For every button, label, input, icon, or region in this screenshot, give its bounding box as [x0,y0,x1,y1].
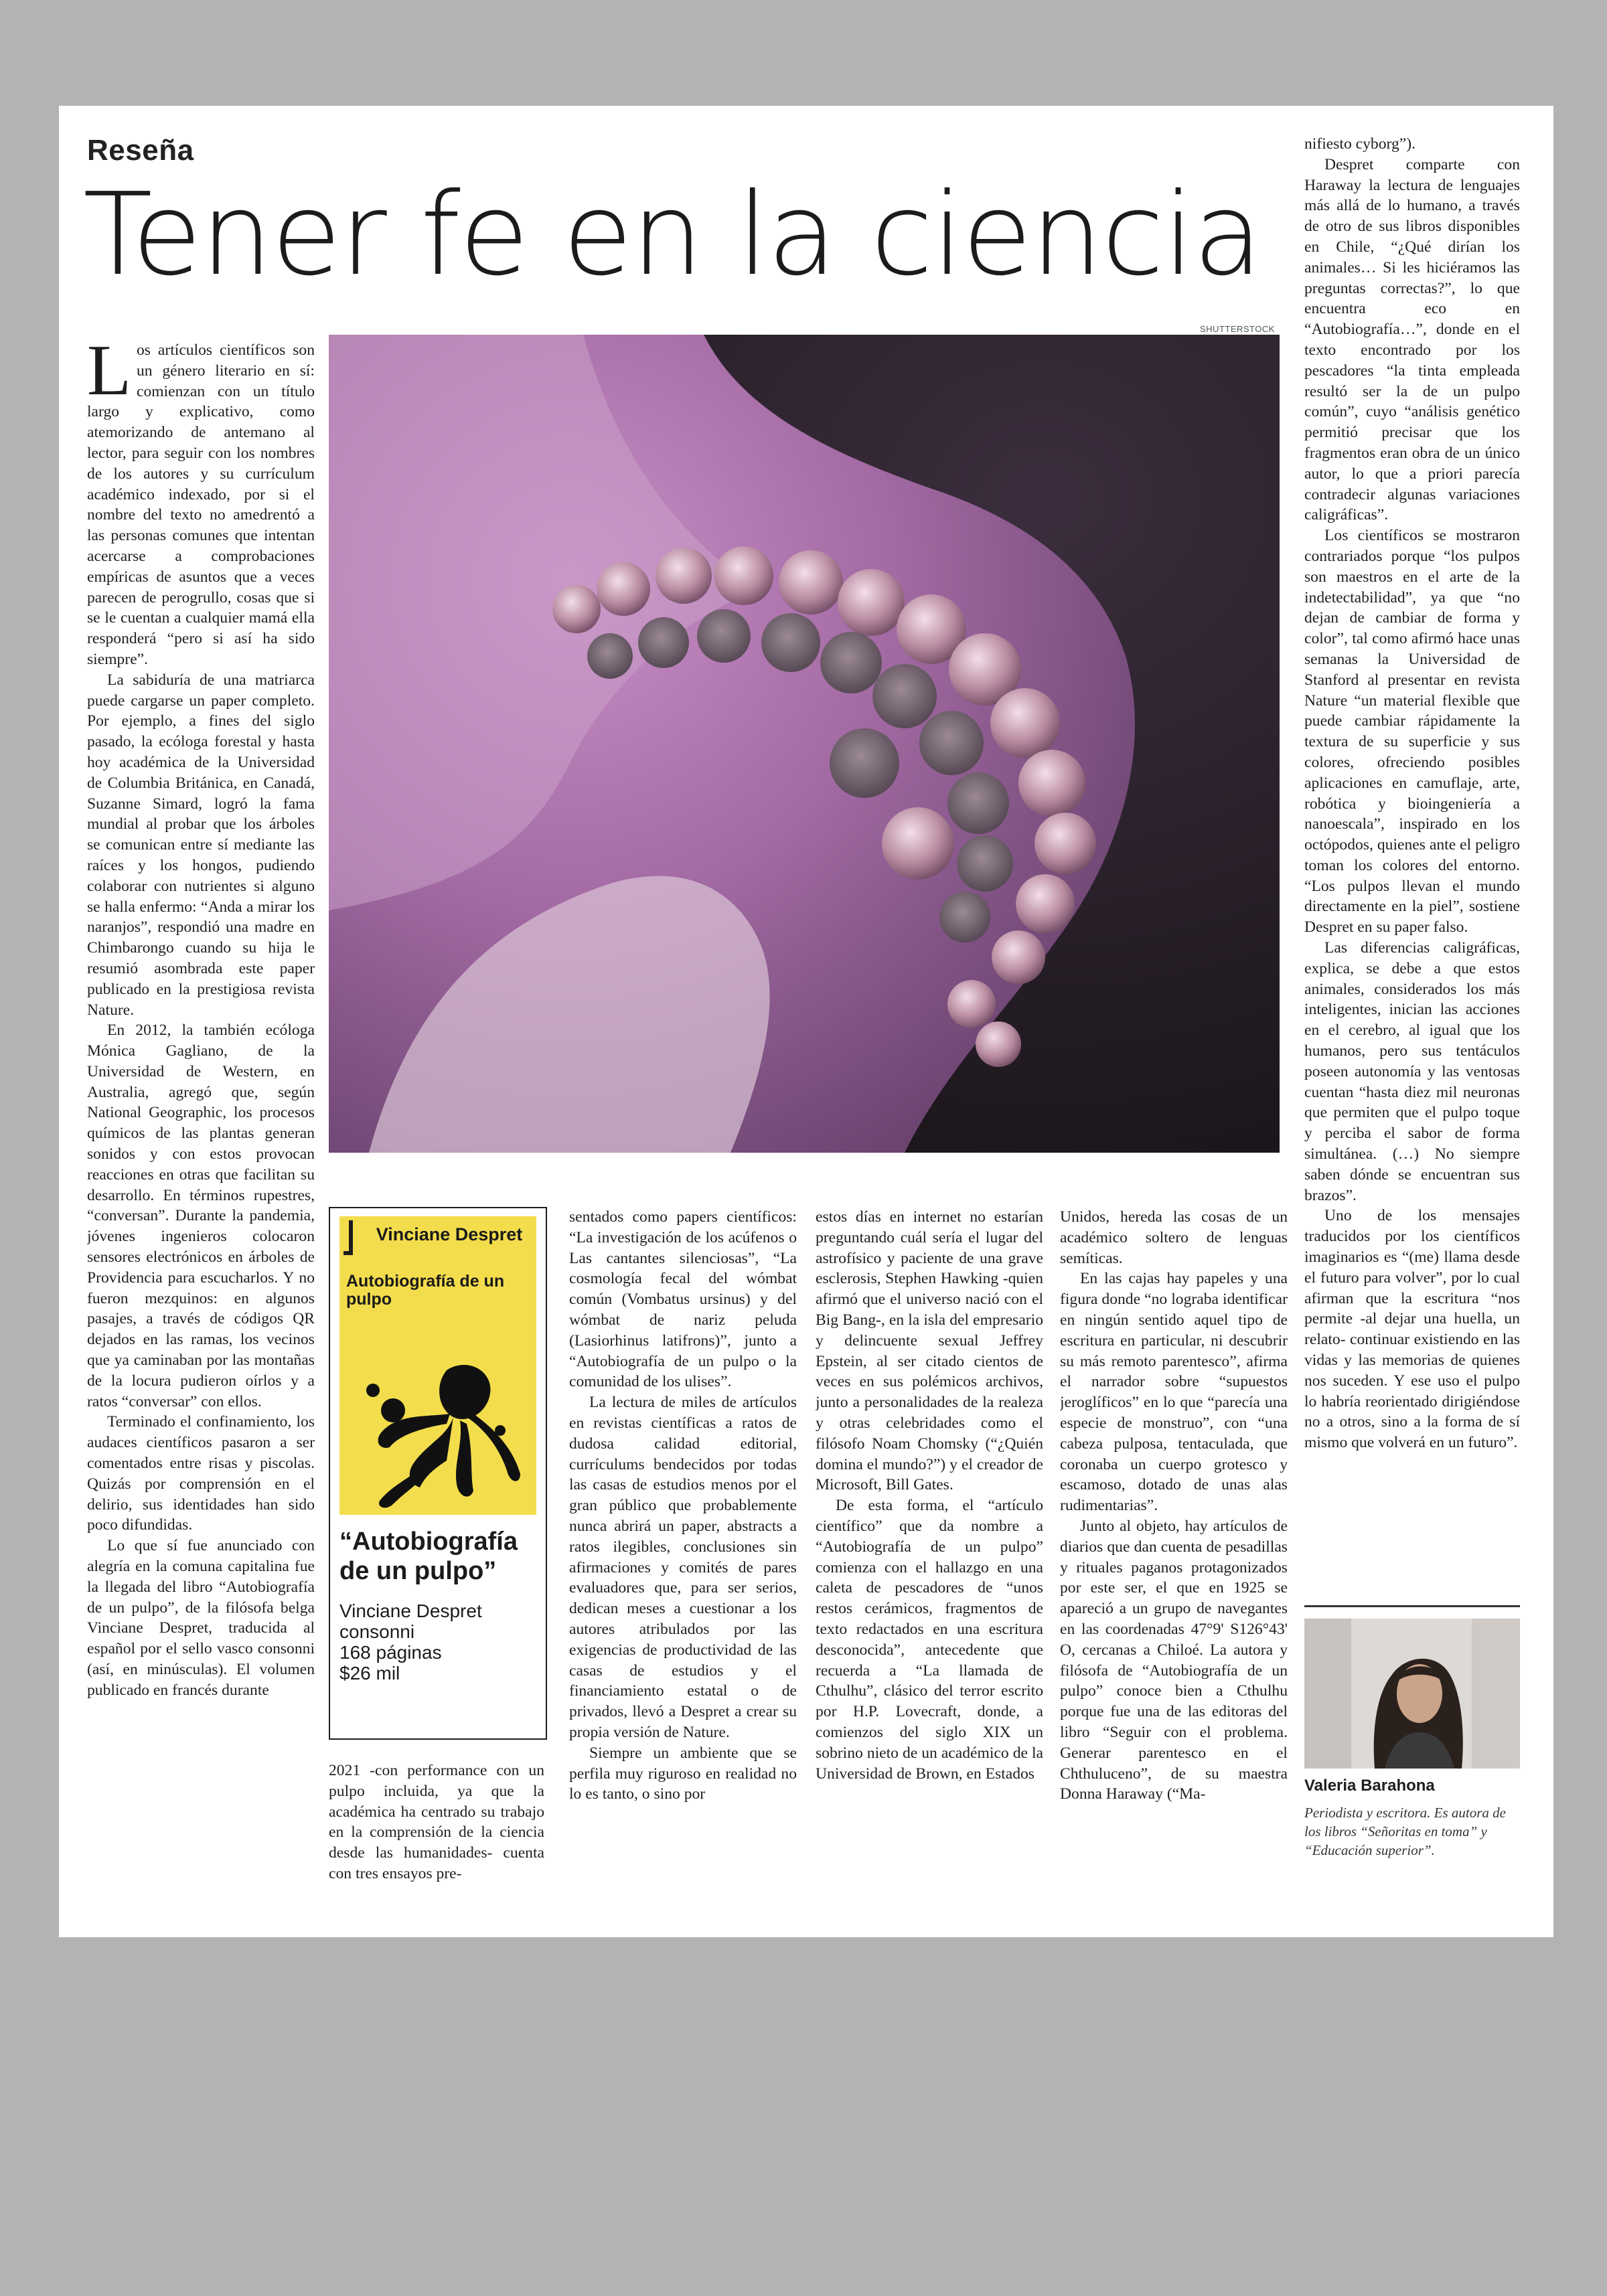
article-column-1 [87,340,315,1940]
section-label: Reseña [87,134,194,167]
cover-title: Autobiografía de un pulpo [346,1272,505,1309]
book-title: “Autobiografía de un pulpo” [339,1528,518,1585]
octopus-photo [329,335,1280,1153]
article-column-3 [569,1207,797,1888]
paragraph: estos días en internet no estarían preguntando cuál sería el lugar del astrofísico y paciente de una grave esclerosis, Stephen Hawking -quien afirmó que el universo nació con el Big Bang-, en la isla del empresario y delincuente sexual Jeffrey Epstein, al ser citado cientos de veces en sus polémicos archivos, junto a personalidades de la realeza y otras celebridades como el filósofo Noam Chomsky (“¿Quién domina el mundo?”) y el creador de Microsoft, Bill Gates. [816,1208,1043,1494]
author-photo [1304,1619,1520,1769]
author-name: Valeria Barahona [1304,1777,1435,1795]
book-publisher: consonni [339,1621,415,1642]
paragraph: Despret comparte con Haraway la lectura de lenguajes más allá de lo humano, a través de otro de sus libros disponibles en Chile, “¿Qué dirían los animales… Si les hiciéramos las preguntas correctas?”, lo que encuentra eco en “Autobiografía…”, donde en el texto encontrado por los pescadores “la tinta empleada resultó ser la de un pulpo común”, cuyo “análisis genético permitió precisar que los fragmentos eran obra de un único autor, lo que a priori parecía contradecir algunas variaciones caligráficas”. [1304,155,1520,524]
paragraph: La lectura de miles de artículos en revistas científicas a ratos de dudosa calidad editorial, currículums bendecidos por todas las casas de estudios menos por el gran público que probablemente nunca abrirá un paper, abstracts a ratos ilegibles, conclusiones sin afirmaciones y comités de pares evaluadores que, para ser serios, dedican meses a cuestionar a los autores atribulados por las exigencias de productividad de las casas de estudios y el financiamiento estatal o de privados, llevó a Despret a crear su propia versión de Nature. [569,1394,797,1741]
paragraph: Uno de los mensajes traducidos por los científicos imaginarios es “(me) llama desde el futuro para volver”, por lo cual afirman que la escritura “nos permite -al dejar una huella, un relato- continuar existiendo en las vidas y las memorias de quienes nos suceden. Y ese uso el pulpo lo habría reorientado dirigiéndose no a otros, sino a la forma de sí mismo que volverá en un futuro”. [1304,1207,1520,1452]
paragraph: Unidos, hereda las cosas de un académico soltero de lenguas semíticas. [1060,1208,1288,1267]
headline: Tener fe en la ciencia [83,169,1262,301]
publisher-logo-icon [343,1220,364,1256]
article-column-4 [816,1207,1043,1888]
book-price: $26 mil [339,1663,400,1684]
paragraph: nifiesto cyborg”). [1304,135,1415,153]
octopus-illustration-icon [353,1350,527,1511]
paragraph: Terminado el confinamiento, los audaces científicos pasaron a ser comentados entre risas y piscolas. Quizás por comprensión en el delirio, sus identidades han sido poco difundidas. [87,1413,315,1534]
article-column-6 [1304,134,1520,1585]
drop-cap: L [87,340,131,410]
paragraph: En 2012, la también ecóloga Mónica Gagliano, de la Universidad de Western, en Australia, agregó que, según National Geographic, los procesos químicos de las plantas generan sonidos y con estos provocan reacciones en otras que facilitan su desarrollo. En términos rupestres, “conversan”. Durante la pandemia, jóvenes ingenieros colocaron sensores electrónicos en árboles de Providencia para escucharlos. Y no fueron mezquinos: en algunos pasajes, a través de códigos QR dejados en las ramas, los vecinos que ya caminaban por las montañas de la locura pudieron oírlos y a ratos “conversar” con ellos. [87,1021,315,1410]
author-bio: Periodista y escritora. Es autora de los libros “Señoritas en toma” y “Educación superior”. [1304,1805,1506,1858]
book-pages: 168 páginas [339,1642,442,1663]
paragraph: Siempre un ambiente que se perfila muy riguroso en realidad no lo es tanto, o sino por [569,1744,797,1803]
paragraph: sentados como papers científicos: “La investigación de los acúfenos o Las cantantes silenciosas”, “La cosmología fecal del wómbat común (Vombatus ursinus) y del wómbat de nariz peluda (Lasiorhinus latifrons)”, junto a “Autobiografía de un pulpo o la comunidad de los ulises”. [569,1208,797,1391]
paragraph: En las cajas hay papeles y una figura donde “no lograba identificar en ningún sentido aquel tipo de escritura en particular, ni descubrir su más remoto parentesco”, afirma el narrador sobre “supuestos jeroglíficos” en lo que “parecía una especie de monstruo”, con “una cabeza pulposa, tentaculada, que coronaba un cuerpo grotesco y escamoso, dotado de unas alas rudimentarias”. [1060,1270,1288,1515]
paragraph: Lo que sí fue anunciado con alegría en la comuna capitalina fue la llegada del libro “Autobiografía de un pulpo”, de la filósofa belga Vinciane Despret, traducida al español por el sello vasco consonni (así, en minúsculas). El volumen publicado en francés durante [87,1537,315,1699]
paragraph: 2021 -con performance con un pulpo incluida, ya que la académica ha centrado su trabajo en la comprensión de la ciencia desde las humanidades- cuenta con tres ensayos pre- [329,1762,544,1882]
article-column-2 [329,1760,544,1888]
article-column-5 [1060,1207,1288,1888]
book-details [339,1601,540,1684]
book-author: Vinciane Despret [339,1601,482,1621]
paragraph: De esta forma, el “artículo científico” que da nombre a “Autobiografía de un pulpo” comienza con el hallazgo en una caleta de pescadores de “unos restos cerámicos, fragmentos de texto redactados en una escritura desconocida”, antecedente que recuerda a “La llamada de Cthulhu”, clásico del terror escrito por H.P. Lovecraft, donde, a comienzos del siglo XIX un sobrino nieto de un académico de la Universidad de Brown, en Estados [816,1497,1043,1783]
divider [1304,1605,1520,1607]
cover-author: Vinciane Despret [376,1224,523,1244]
paragraph: Los artículos científicos son un género literario en sí: comienzan con un título largo y explicativo, como atemorizando de antemano al lector, para seguir con los nombres de los autores y su currículum académico indexado, por si el nombre del texto no amedrentó a las personas comunes que intentan acercarse a comprobaciones empíricas de asuntos que a veces parecen de perogrullo, cosas que si se le cuentan a cualquier mamá ella responderá “pero si así ha sido siempre”. [87,340,315,668]
book-info-box [329,1207,547,1740]
book-cover [339,1216,536,1515]
paragraph: Las diferencias caligráficas, explica, se debe a que estos animales, considerados los más inteligentes, inician las acciones en el cerebro, al igual que los humanos, pero sus tentáculos poseen autonomía y las ventosas cuentan “hasta diez mil neuronas que permiten que el pulpo toque y perciba el sabor de forma simultánea. (…) No siempre saben dónde se encuentran sus brazos”. [1304,939,1520,1204]
paragraph: La sabiduría de una matriarca puede cargarse un paper completo. Por ejemplo, a fines del siglo pasado, la ecóloga forestal y hasta hoy académica de la Universidad de Columbia Británica, en Canadá, Suzanne Simard, logró la fama mundial al probar que los árboles se comunican entre sí mediante las raíces y los hongos, pudiendo colaborar con nutrientes si alguno se halla enfermo: “Anda a mirar los naranjos”, respondió una madre en Chimbarongo cuando su hija le resumió asombrada este paper publicado en la prestigiosa revista Nature. [87,671,315,1019]
newspaper-page [59,106,1553,1937]
paragraph: Junto al objeto, hay artículos de diarios que dan cuenta de pesadillas y rituales paganos protagonizados por este ser, el que en 1925 se apareció a un grupo de navegantes en las coordenadas 47°9' S126°43' O, cercanas a Chiloé. La autora y filósofa de “Autobiografía de un pulpo” conoce bien a Cthulhu porque fue una de las editoras del libro “Seguir con el problema. Generar parentesco en el Chthuluceno”, de su maestra Donna Haraway (“Ma- [1060,1517,1288,1803]
paragraph: Los científicos se mostraron contrariados porque “los pulpos son maestros en el arte de la indetectabilidad”, ya que “no dejan de cambiar de forma y color”, tal como afirmó hace unas semanas la Universidad de Stanford al presentar en revista Nature “un material flexible que puede cambiar rápidamente la textura de su superficie y sus colores, ofreciendo posibles aplicaciones en camuflaje, arte, robótica y bioingeniería a nanoescala”, inspirado en los octópodos, quienes ante el peligro toman los colores del entorno. “Los pulpos llevan el mundo directamente en la piel”, sostiene Despret en su paper falso. [1304,527,1520,936]
photo-credit: SHUTTERSTOCK [1200,324,1275,334]
